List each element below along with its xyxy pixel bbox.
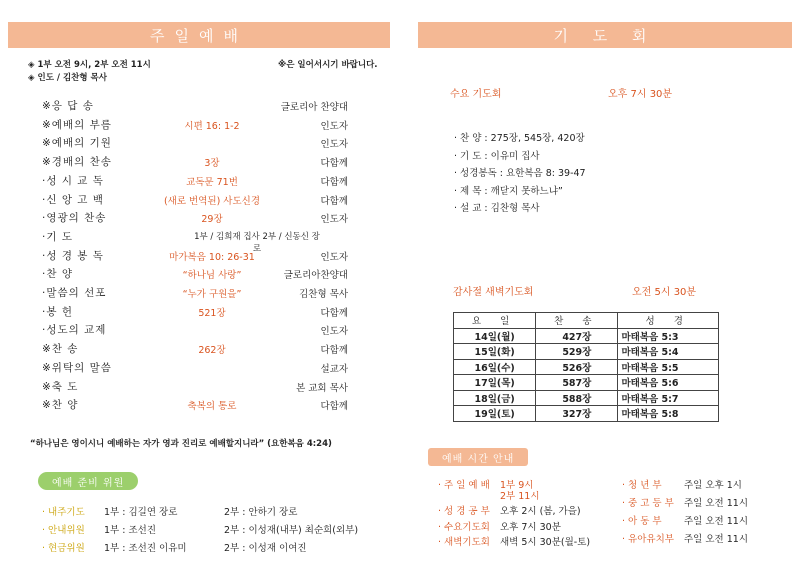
order-detail: 축복의 통로 [187,401,237,413]
wed-prayer-item: · 설 교 : 김찬형 목사 [454,203,540,214]
order-row [42,154,348,172]
order-detail: 262장 [198,345,226,357]
order-leader: 다함께 [320,176,348,188]
order-row [42,266,348,284]
order-leader: 인도자 [320,120,348,132]
order-row [42,117,348,135]
schedule-right-key: · 청 년 부 [622,480,662,491]
order-leader: 다함께 [320,195,348,207]
dawn-day: 15일(화) [454,344,536,360]
order-label: ·찬 양 [42,268,73,281]
order-detail: “하나님 사랑” [182,270,242,282]
dawn-scripture: 마태복음 5:7 [618,390,719,406]
wed-prayer-item: · 제 목 : 깨닫지 못하느냐” [454,185,563,197]
order-leader: 인도자 [320,251,348,263]
order-label: ※축 도 [42,380,79,393]
schedule-left-value: 오후 7시 30분 [500,521,561,533]
schedule-left-value: 2부 11시 [500,490,540,502]
prep-committee-title: 예배 준비 위원 [52,477,125,489]
schedule-left-value: 새벽 5시 30분(월-토) [500,537,591,548]
order-row [42,98,348,116]
prayer-banner-title: 기 도 회 [553,26,657,45]
order-row [42,210,348,228]
order-row [42,285,348,303]
dawn-day: 18일(금) [454,390,536,406]
order-row [42,341,348,359]
schedule-left-key: · 성 경 공 부 [438,506,490,517]
order-row [42,304,348,322]
dawn-row [454,344,719,360]
prep-role: · 현금위원 [42,543,85,554]
dawn-row [454,375,719,391]
schedule-right-value: 주일 오전 11시 [684,534,749,545]
leader-line: ◈ 인도 / 김찬형 목사 [28,73,107,83]
order-leader: 다함께 [320,307,348,319]
schedule-right-key: · 중 고 등 부 [622,498,674,509]
order-leader: 다함께 [320,345,348,357]
dawn-day: 14일(월) [454,328,536,344]
order-label: ※위탁의 말씀 [42,361,112,374]
order-label: ※응 답 송 [42,100,94,112]
order-row [42,135,348,153]
order-row [42,229,348,254]
prep-role: · 내주기도 [42,507,85,518]
dawn-scripture: 마태복음 5:6 [618,375,719,391]
prep-committee-pill [38,472,138,490]
prep-first-service: 1부 : 조선진 [104,525,156,536]
schedule-right-key: · 아 동 부 [622,516,662,527]
order-label: ·영광의 찬송 [42,212,107,225]
order-leader: 글로리아 찬양대 [280,102,348,113]
order-leader: 설교자 [320,363,348,375]
wed-prayer-item: · 찬 양 : 275장, 545장, 420장 [454,133,585,144]
order-label: ·말씀의 선포 [42,287,107,299]
order-row [42,192,348,210]
dawn-prayer-title: 감사절 새벽기도회 [453,287,534,298]
dawn-prayer-time: 오전 5시 30분 [632,287,697,298]
schedule-right-value: 주일 오전 11시 [684,498,749,509]
order-label: ※예배의 기원 [42,137,112,150]
schedule-pill [428,448,528,466]
dawn-header-hymn: 찬 송 [536,313,618,329]
wed-prayer-title: 수요 기도회 [450,89,502,100]
order-detail: 마가복음 10: 26-31 [169,251,255,263]
dawn-header-day: 요 일 [454,313,536,329]
dawn-day: 19일(토) [454,406,536,422]
dawn-hymn: 588장 [536,390,618,406]
dawn-scripture: 마태복음 5:5 [618,359,719,375]
wed-prayer-item: · 기 도 : 이유미 집사 [454,150,540,162]
order-leader: 인도자 [320,326,348,338]
order-label: ※찬 양 [42,399,79,412]
order-label: ※찬 송 [42,343,79,356]
prep-first-service: 1부 : 김길연 장로 [104,507,178,518]
order-leader: 다함께 [320,401,348,413]
dawn-scripture: 마태복음 5:8 [618,406,719,422]
order-label: ·기 도 [42,230,73,243]
dawn-day: 16일(수) [454,359,536,375]
worship-banner [8,22,390,48]
order-detail: (새로 번역된) 사도신경 [163,195,261,207]
order-detail: “누가 구원을” [182,289,242,300]
prep-first-service: 1부 : 조선진 이유미 [104,543,187,554]
dawn-scripture: 마태복음 5:3 [618,328,719,344]
dawn-row [454,359,719,375]
order-detail: 교독문 71번 [186,176,238,188]
schedule-left-value: 1부 9시 [500,480,534,491]
dawn-row [454,328,719,344]
prep-role: · 안내위원 [42,525,85,536]
schedule-left-value: 오후 2시 (봄, 가을) [500,506,581,517]
wed-prayer-item: · 성경봉독 : 요한복음 8: 39-47 [454,168,586,179]
order-label: ※예배의 부름 [42,118,112,131]
prep-second-service: 2부 : 이성재(내부) 최순희(외부) [224,525,359,536]
dawn-row [454,390,719,406]
order-leader: 김찬형 목사 [299,289,348,300]
order-detail: 3장 [204,158,220,170]
order-row [42,248,348,266]
schedule-right-value: 주일 오전 11시 [684,516,749,527]
order-label: ·성 시 교 독 [42,174,104,187]
schedule-right-key: · 유아유치부 [622,534,674,545]
order-row [42,173,348,191]
prayer-banner [418,22,792,48]
dawn-row [454,406,719,422]
dawn-hymn: 327장 [536,406,618,422]
order-label: ·성 경 봉 독 [42,249,104,262]
order-label: ※경배의 찬송 [42,156,112,169]
order-leader: 본 교회 목사 [296,382,348,394]
dawn-day: 17일(목) [454,375,536,391]
order-detail: 521장 [198,307,226,319]
worship-banner-title: 주일예배 [150,26,248,45]
order-leader: 글로리아찬양대 [283,270,348,282]
order-detail: 29장 [201,214,223,226]
order-row [42,360,348,378]
dawn-scripture: 마태복음 5:4 [618,344,719,360]
order-row [42,397,348,415]
order-detail: 시편 16: 1-2 [184,120,240,132]
schedule-right-value: 주일 오후 1시 [684,480,742,491]
order-label: ·성도의 교제 [42,324,107,337]
order-leader: 인도자 [320,214,348,226]
dawn-header-scripture: 성 경 [618,313,719,329]
order-label: ·봉 헌 [42,305,73,318]
dawn-hymn: 427장 [536,328,618,344]
dawn-hymn: 587장 [536,375,618,391]
standing-note: ※은 일어서시기 바랍니다. [278,60,378,70]
schedule-left-key: · 주 일 예 배 [438,480,490,491]
order-detail: 1부 / 김희재 집사 2부 / 신동신 장로 [194,231,320,254]
schedule-left-key: · 새벽기도회 [438,537,490,548]
service-times: ◈ 1부 오전 9시, 2부 오전 11시 [28,60,151,70]
dawn-hymn: 529장 [536,344,618,360]
order-leader: 인도자 [320,139,348,151]
dawn-hymn: 526장 [536,359,618,375]
order-leader: 다함께 [320,158,348,170]
wed-prayer-time: 오후 7시 30분 [608,89,673,100]
prep-second-service: 2부 : 안하기 장로 [224,507,298,518]
prep-second-service: 2부 : 이성재 이여진 [224,543,307,554]
order-row [42,379,348,397]
verse-quote: “하나님은 영이시니 예배하는 자가 영과 진리로 예배할지니라” (요한복음 4:24) [30,439,332,449]
schedule-left-key: · 수요기도회 [438,521,490,533]
dawn-prayer-table [453,312,719,422]
order-row [42,322,348,340]
schedule-title: 예배 시간 안내 [442,453,515,465]
order-label: ·신 앙 고 백 [42,193,104,206]
